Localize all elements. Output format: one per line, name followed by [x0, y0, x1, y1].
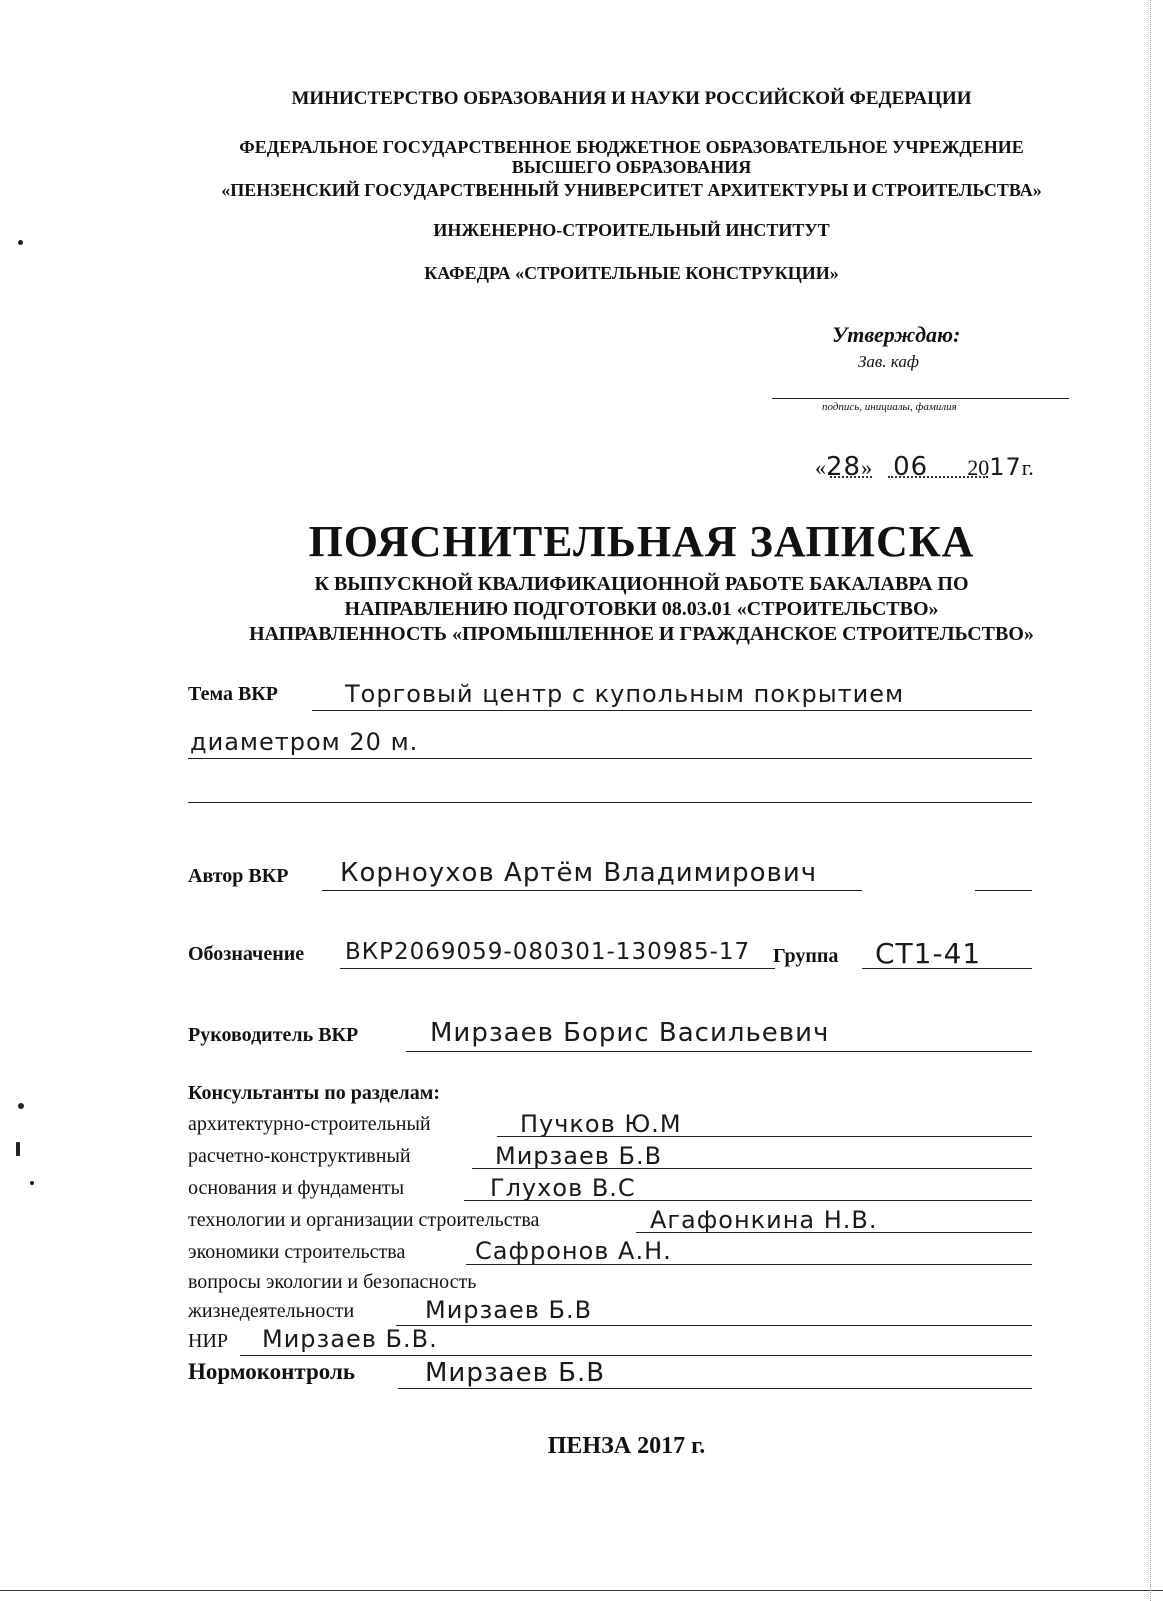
consultant-label-nir: НИР — [188, 1330, 229, 1352]
consultant-line-nir — [240, 1355, 1032, 1356]
quote-open: « — [815, 455, 826, 480]
department-name: КАФЕДРА «СТРОИТЕЛЬНЫЕ КОНСТРУКЦИИ» — [424, 263, 839, 283]
designation-value: ВКР2069059-080301-130985-17 — [345, 939, 751, 965]
institution-line1: ФЕДЕРАЛЬНОЕ ГОСУДАРСТВЕННОЕ БЮДЖЕТНОЕ ОБРАЗОВАТЕЛЬНОЕ УЧРЕЖДЕНИЕ — [239, 137, 1024, 157]
university-name: «ПЕНЗЕНСКИЙ ГОСУДАРСТВЕННЫЙ УНИВЕРСИТЕТ АРХИТЕКТУРЫ И СТРОИТЕЛЬСТВА» — [221, 180, 1042, 200]
topic-label: Тема ВКР — [188, 683, 278, 705]
document-subtitle-1: К ВЫПУСКНОЙ КВАЛИФИКАЦИОННОЙ РАБОТЕ БАКАЛАВРА ПО — [314, 573, 969, 595]
scan-speck — [30, 1181, 34, 1185]
consultant-value-calc: Мирзаев Б.В — [495, 1142, 663, 1170]
author-label: Автор ВКР — [188, 865, 289, 887]
institute-name: ИНЖЕНЕРНО-СТРОИТЕЛЬНЫЙ ИНСТИТУТ — [433, 220, 830, 240]
topic-line-1 — [312, 710, 1032, 711]
consultant-value-econ: Сафронов А.Н. — [475, 1237, 672, 1265]
approval-signature-line — [772, 398, 1069, 399]
date-year-suffix: 17 — [989, 453, 1022, 481]
scan-right-edge — [1150, 0, 1151, 1601]
group-label: Группа — [773, 945, 839, 967]
consultant-line-life — [396, 1325, 1032, 1326]
consultant-value-arch: Пучков Ю.М — [520, 1110, 682, 1138]
topic-line-2 — [188, 758, 1032, 759]
supervisor-value: Мирзаев Борис Васильевич — [430, 1018, 830, 1048]
date-day: 28 — [826, 452, 862, 482]
signature-caption: подпись, инициалы, фамилия — [822, 401, 957, 413]
consultant-label-calc: расчетно-конструктивный — [188, 1145, 411, 1167]
quote-close: » — [861, 455, 873, 480]
consultant-label-tech: технологии и организации строительства — [188, 1209, 540, 1231]
normcontrol-line — [398, 1388, 1032, 1389]
date-day-dots — [830, 476, 872, 478]
document-title: ПОЯСНИТЕЛЬНАЯ ЗАПИСКА — [308, 517, 975, 566]
normcontrol-value: Мирзаев Б.В — [425, 1358, 606, 1388]
document-subtitle-3: НАПРАВЛЕННОСТЬ «ПРОМЫШЛЕННОЕ И ГРАЖДАНСКОЕ СТРОИТЕЛЬСТВО» — [249, 623, 1034, 645]
scan-speck — [16, 1142, 20, 1156]
designation-line — [340, 968, 775, 969]
consultant-value-found: Глухов В.С — [490, 1174, 636, 1202]
author-line-end — [975, 890, 1032, 891]
author-value: Корноухов Артём Владимирович — [340, 858, 818, 888]
consultant-value-nir: Мирзаев Б.В. — [262, 1325, 438, 1353]
author-line — [322, 890, 862, 891]
consultant-label-arch: архитектурно-строительный — [188, 1113, 431, 1135]
approval-title: Утверждаю: — [832, 322, 961, 347]
footer-city-year: ПЕНЗА 2017 г. — [547, 1433, 706, 1459]
consultant-label-life: жизнедеятельности — [188, 1300, 355, 1322]
consultant-label-ecology: вопросы экологии и безопасность — [188, 1271, 477, 1293]
consultant-label-econ: экономики строительства — [188, 1241, 406, 1263]
scan-speck — [18, 1103, 24, 1109]
date-year-prefix: 20 — [967, 455, 990, 480]
scan-speck — [18, 240, 23, 245]
approval-position: Зав. каф — [858, 352, 919, 371]
date-month-dots — [888, 476, 988, 478]
consultants-heading: Консультанты по разделам: — [188, 1082, 441, 1104]
consultant-value-life: Мирзаев Б.В — [425, 1296, 593, 1324]
designation-label: Обозначение — [188, 943, 305, 965]
normcontrol-label: Нормоконтроль — [188, 1359, 356, 1384]
group-value: СТ1-41 — [875, 937, 982, 970]
document-subtitle-2: НАПРАВЛЕНИЮ ПОДГОТОВКИ 08.03.01 «СТРОИТЕЛЬСТВО» — [344, 598, 939, 620]
topic-value-1: Торговый центр с купольным покрытием — [345, 680, 905, 708]
consultant-label-found: основания и фундаменты — [188, 1177, 405, 1199]
supervisor-label: Руководитель ВКР — [188, 1024, 359, 1046]
institution-line2: ВЫСШЕГО ОБРАЗОВАНИЯ — [511, 157, 752, 177]
scan-bottom-edge — [0, 1590, 1163, 1591]
date-year-end: г. — [1021, 455, 1034, 480]
topic-line-3 — [188, 802, 1032, 803]
topic-value-2: диаметром 20 м. — [190, 728, 419, 756]
date-month: 06 — [893, 452, 929, 482]
consultant-value-tech: Агафонкина Н.В. — [650, 1206, 878, 1234]
supervisor-line — [406, 1051, 1032, 1052]
ministry-heading: МИНИСТЕРСТВО ОБРАЗОВАНИЯ И НАУКИ РОССИЙСКОЙ ФЕДЕРАЦИИ — [291, 88, 972, 109]
